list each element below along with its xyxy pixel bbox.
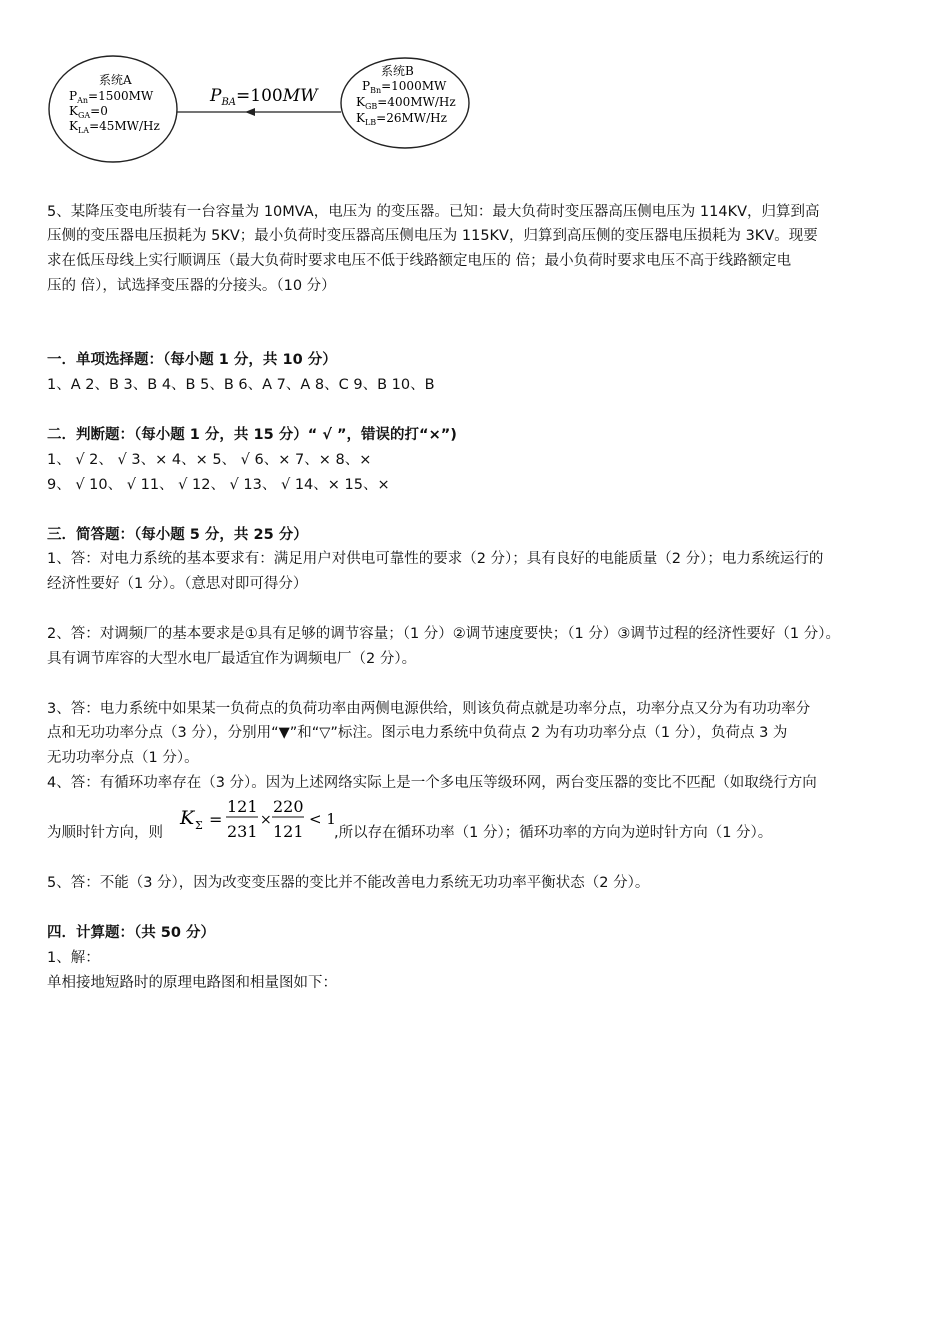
answer3-line-3: 无功功率分点（1 分）。	[47, 750, 199, 766]
section1-answers: 1、A 2、B 3、B 4、B 5、B 6、A 7、A 8、C 9、B 10、B	[47, 377, 435, 393]
system-a-p: $P_{An}=1500MW$	[69, 89, 154, 105]
section3-heading: 三．简答题：（每小题 5 分，共 25 分）	[47, 527, 308, 543]
svg-text:=: =	[209, 810, 223, 829]
flow-arrow-icon	[245, 108, 255, 116]
system-a-kg: $K_{GA}=0$	[69, 104, 108, 120]
flow-label: $P_{BA}=100MW$	[210, 86, 318, 108]
answer4-after-formula: ,所以存在循环功率（1 分）；循环功率的方向为逆时针方向（1 分）。	[334, 825, 773, 841]
system-a-name: 系统A	[99, 73, 132, 87]
system-b-p: $P_{Bn}=1000MW$	[362, 79, 447, 95]
svg-text:121: 121	[273, 822, 304, 841]
section2-heading: 二．判断题：（每小题 1 分，共 15 分）“ √ ”，错误的打“×”)	[47, 427, 457, 443]
calc1-label: 1、解：	[47, 950, 100, 966]
section4-heading: 四．计算题：（共 50 分）	[47, 925, 216, 941]
answer4-line-1: 4、答：有循环功率存在（3 分）。因为上述网络实际上是一个多电压等级环网，两台变压器的变比不匹配（如取绕行方向	[47, 775, 817, 791]
svg-text:231: 231	[227, 822, 258, 841]
svg-text:< 1: < 1	[309, 810, 336, 828]
svg-text:×: ×	[260, 812, 272, 828]
section2-row-1: 1、 √ 2、 √ 3、× 4、× 5、 √ 6、× 7、× 8、×	[47, 452, 372, 468]
q5-line-1: 5、某降压变电所装有一台容量为 10MVA，电压为 的变压器。已知：最大负荷时变压器高压侧电压为 114KV，归算到高	[47, 204, 820, 220]
system-b-kg: $K_{GB}=400MW/Hz$	[356, 95, 456, 111]
answer2-line-1: 2、答：对调频厂的基本要求是①具有足够的调节容量；（1 分）②调节速度要快；（1 分）③调节过程的经济性要好（1 分）。	[47, 626, 840, 642]
system-a-kl: $K_{LA}=45MW/Hz$	[69, 119, 160, 135]
svg-text:121: 121	[227, 797, 258, 816]
answer5: 5、答：不能（3 分），因为改变变压器的变比并不能改善电力系统无功功率平衡状态（2 分）。	[47, 875, 650, 891]
q5-line-3: 求在低压母线上实行顺调压（最大负荷时要求电压不低于线路额定电压的 倍；最小负荷时要求电压不高于线路额定电	[47, 253, 792, 269]
q5-line-2: 压侧的变压器电压损耗为 5KV；最小负荷时变压器高压侧电压为 115KV，归算到高压侧的变压器电压损耗为 3KV。现要	[47, 228, 818, 244]
turns-ratio-formula	[178, 792, 338, 844]
q5-line-4: 压的 倍），试选择变压器的分接头。（10 分）	[47, 278, 336, 294]
calc1-text: 单相接地短路时的原理电路图和相量图如下：	[47, 975, 337, 991]
section2-row-2: 9、 √ 10、 √ 11、 √ 12、 √ 13、 √ 14、× 15、×	[47, 477, 390, 493]
interconnected-systems-diagram	[47, 52, 477, 168]
section1-heading: 一．单项选择题：（每小题 1 分，共 10 分）	[47, 352, 337, 368]
system-b-kl: $K_{LB}=26MW/Hz$	[356, 111, 447, 127]
answer4-before-formula: 为顺时针方向，则	[47, 825, 163, 841]
answer3-line-2: 点和无功功率分点（3 分），分别用“▼”和“▽”标注。图示电力系统中负荷点 2 为有功功率分点（1 分），负荷点 3 为	[47, 725, 788, 741]
answer3-line-1: 3、答：电力系统中如果某一负荷点的负荷功率由两侧电源供给，则该负荷点就是功率分点，功率分点又分为有功功率分	[47, 701, 811, 717]
answer2-line-2: 具有调节库容的大型水电厂最适宜作为调频电厂（2 分）。	[47, 651, 417, 667]
system-b-name: 系统B	[381, 64, 414, 78]
svg-text:220: 220	[273, 797, 304, 816]
answer1-line-1: 1、答：对电力系统的基本要求有：满足用户对供电可靠性的要求（2 分）；具有良好的电能质量（2 分）；电力系统运行的	[47, 551, 824, 567]
answer1-line-2: 经济性要好（1 分）。（意思对即可得分）	[47, 576, 308, 592]
svg-text:Σ: Σ	[195, 819, 203, 832]
svg-text:K: K	[180, 807, 195, 829]
